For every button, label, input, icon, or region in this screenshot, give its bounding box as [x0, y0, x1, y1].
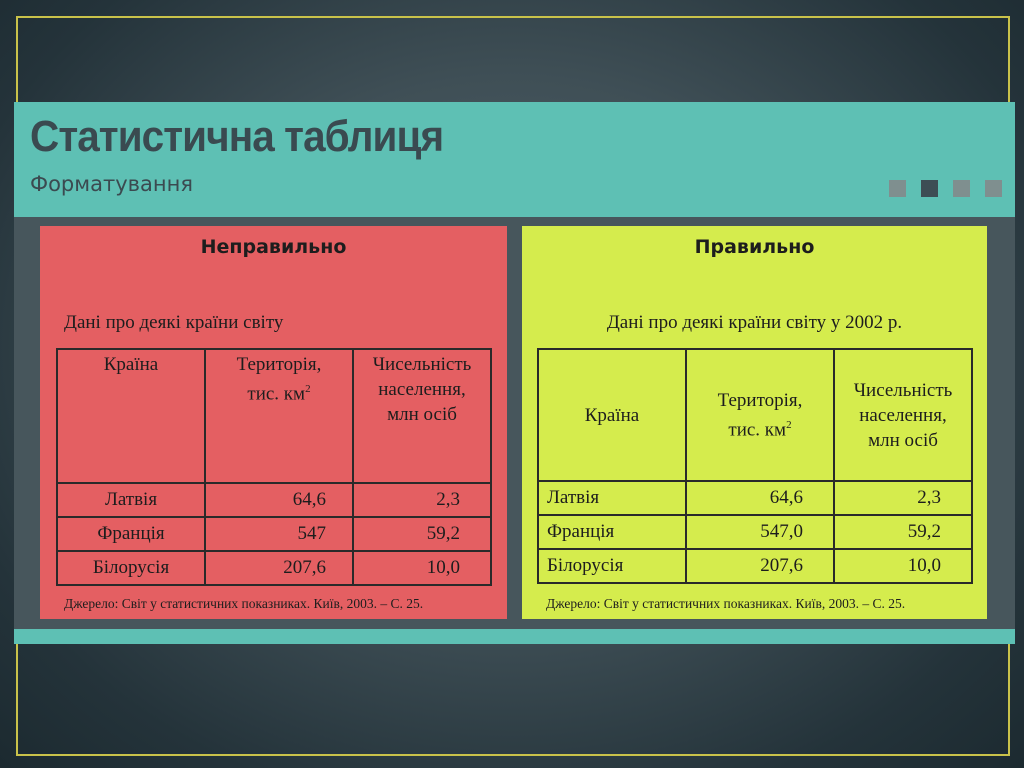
wrong-caption: Дані про деякі країни світу — [64, 312, 284, 333]
header-country: Країна — [57, 349, 205, 483]
right-caption: Дані про деякі країни світу у 2002 р. — [606, 312, 903, 333]
cell-population: 10,0 — [834, 549, 972, 583]
cell-territory: 547 — [205, 517, 353, 551]
cell-population: 10,0 — [353, 551, 491, 585]
frame-bottom — [16, 644, 1010, 756]
bottom-band — [14, 629, 1015, 644]
cell-country: Латвія — [57, 483, 205, 517]
cell-population: 2,3 — [834, 481, 972, 515]
cell-territory: 207,6 — [205, 551, 353, 585]
cell-country: Латвія — [538, 481, 686, 515]
cell-territory: 547,0 — [686, 515, 834, 549]
decorative-squares — [889, 180, 1002, 197]
right-panel — [522, 226, 987, 619]
table-row — [538, 549, 972, 583]
wrong-heading: Неправильно — [200, 236, 347, 258]
table-row — [538, 481, 972, 515]
header-population: Чисельність населення, млн осіб — [834, 349, 972, 481]
right-heading: Правильно — [694, 236, 815, 258]
cell-country: Франція — [57, 517, 205, 551]
table-row — [57, 517, 491, 551]
cell-population: 59,2 — [834, 515, 972, 549]
right-source: Джерело: Світ у статистичних показниках. Київ, 2003. – С. 25. — [546, 596, 906, 611]
square-icon — [889, 180, 906, 197]
cell-territory: 207,6 — [686, 549, 834, 583]
wrong-source: Джерело: Світ у статистичних показниках. Київ, 2003. – С. 25. — [64, 596, 424, 611]
table-row — [57, 551, 491, 585]
frame-top — [16, 16, 1010, 102]
cell-country: Білорусія — [57, 551, 205, 585]
header-territory-sup: 2 — [305, 383, 311, 395]
wrong-table — [56, 348, 492, 586]
wrong-panel — [40, 226, 507, 619]
header-territory-unit: тис. км — [247, 383, 306, 405]
header-country: Країна — [538, 349, 686, 481]
header-territory-text: Територія, — [236, 354, 322, 375]
cell-population: 59,2 — [353, 517, 491, 551]
slide-subtitle: Форматування — [30, 172, 193, 196]
header-population: Чисельність населення, млн осіб — [353, 349, 491, 483]
header-territory — [205, 349, 353, 483]
cell-population: 2,3 — [353, 483, 491, 517]
cell-territory: 64,6 — [686, 481, 834, 515]
cell-country: Франція — [538, 515, 686, 549]
header-territory-sup: 2 — [786, 418, 792, 431]
square-icon — [985, 180, 1002, 197]
square-icon — [953, 180, 970, 197]
square-icon — [921, 180, 938, 197]
right-table — [537, 348, 973, 584]
table-header-row — [538, 349, 972, 481]
table-row — [57, 483, 491, 517]
cell-territory: 64,6 — [205, 483, 353, 517]
header-territory-text: Територія, — [717, 389, 803, 411]
cell-country: Білорусія — [538, 549, 686, 583]
table-header-row — [57, 349, 491, 483]
header-territory-unit: тис. км — [728, 419, 787, 441]
header-territory — [686, 349, 834, 481]
table-row — [538, 515, 972, 549]
slide-title: Статистична таблиця — [30, 112, 444, 161]
